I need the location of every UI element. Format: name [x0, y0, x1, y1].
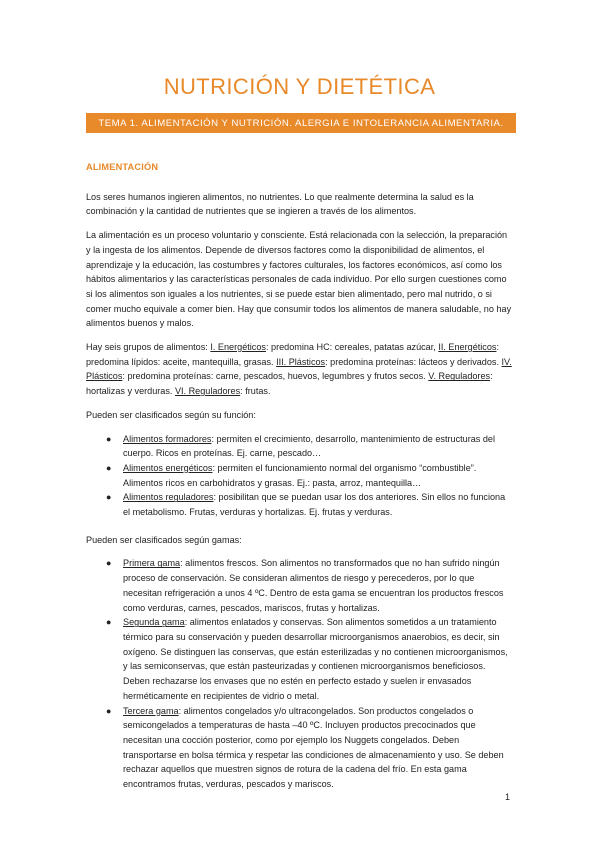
list-item-term: Tercera gama	[123, 705, 179, 716]
food-group-text: : frutas.	[240, 386, 271, 397]
food-group-label: V. Reguladores	[428, 371, 491, 382]
page-number: 1	[505, 792, 511, 802]
document-title: NUTRICIÓN Y DIETÉTICA	[163, 74, 436, 99]
food-group-text: : hortalizas y verduras.	[86, 371, 493, 397]
list-item-term: Primera gama	[123, 558, 181, 569]
list-item-text: : alimentos congelados y/o ultracongelados. Son productos congelados o semicongelados a temperaturas de hasta –40 ºC. Incluyen productos precocinados que necesitan una cocción posterior, como por ejemplo los Nuggets congelados. Deben transportarse en bolsa térmica y respetar las condiciones de almacenamiento y uso. Se deben rechazar aquellos que muestren signos de rotura de la cadena del frío. En esta gama encontramos frutas, verduras, pescados y mariscos.	[123, 705, 504, 790]
bullet-dot-icon: ●	[106, 617, 112, 628]
function-list	[86, 432, 514, 520]
food-group-text: : predomina HC: cereales, patatas azúcar,	[265, 342, 439, 353]
list-item	[86, 461, 514, 490]
bullet-dot-icon: ●	[106, 462, 112, 473]
food-group-text: : predomina proteínas: lácteos y derivados.	[325, 356, 502, 367]
food-group-text: : predomina lípidos: aceite, mantequilla, grasas.	[86, 342, 499, 367]
food-group-label: III. Plásticos	[276, 356, 326, 367]
function-classification-intro: Pueden ser clasificados según su función:	[86, 409, 256, 420]
food-group-label: II. Energéticos	[438, 342, 497, 353]
list-item	[86, 490, 514, 519]
bullet-dot-icon: ●	[106, 433, 112, 444]
range-list	[86, 556, 514, 791]
list-item-text: : posibilitan que se puedan usar los dos anteriores. Sin ellos no funciona el metabolismo. Frutas, verduras y hortalizas. Ej. frutas y verduras.	[123, 492, 506, 518]
food-groups-intro: Hay seis grupos de alimentos:	[86, 342, 211, 353]
food-group-label: I. Energéticos	[210, 342, 266, 353]
range-classification-intro: Pueden ser clasificados según gamas:	[86, 534, 242, 545]
paragraph-alimentacion: La alimentación es un proceso voluntario y consciente. Está relacionada con la selección, la preparación y la ingesta de los alimentos. Depende de diversos factores como la disponibilidad de alimentos, el aprendizaje y la educación, las costumbres y factores culturales, los factores económicos, así como los hábitos alimentarios y las características personales de cada individuo. Por ello surgen cuestiones como si los alimentos son iguales a los nutrientes, si se puede estar bien alimentado, pero mal nutrido, o si comer mucho equivale a comer bien. Hay que consumir todos los alimentos de manera saludable, no hay alimentos buenos y malos.	[86, 230, 512, 329]
list-item	[86, 556, 514, 615]
list-item	[86, 704, 514, 792]
list-item-text: : alimentos frescos. Son alimentos no transformados que no han sufrido ningún proceso de conservación. Se consideran alimentos de riesgo y perecederos, por lo que necesitan refrigeración a unos 4 ºC. Dentro de esta gama se encuentran los productos frescos como verduras, carnes, pescados, mariscos, frutas y hortalizas.	[123, 558, 504, 613]
list-item-text: : permiten el crecimiento, desarrollo, mantenimiento de estructuras del cuerpo. Ricos en proteínas. Ej. carne, pescado…	[123, 433, 496, 459]
food-group-label: IV. Plásticos	[86, 356, 512, 382]
food-group-text: : predomina proteínas: carne, pescados, huevos, legumbres y frutos secos.	[122, 371, 429, 382]
list-item	[86, 432, 514, 461]
topic-banner: TEMA 1. ALIMENTACIÓN Y NUTRICIÓN. ALERGIA E INTOLERANCIA ALIMENTARIA.	[86, 113, 516, 133]
list-item-term: Alimentos energéticos	[123, 462, 213, 473]
section-heading: ALIMENTACIÓN	[86, 162, 159, 172]
list-item-text: : alimentos enlatados y conservas. Son alimentos sometidos a un tratamiento térmico para su conservación y pueden desarrollar microorganismos anaerobios, es decir, sin oxígeno. Se distinguen las conservas, que están esterilizadas y no contienen microorganismos, y las semiconservas, que están pasteurizadas y contienen microorganismos beneficiosos. Deben rechazarse los envases que no estén en perfecto estado y suelen ir envasados herméticamente en recipientes de vidrio o metal.	[123, 617, 508, 701]
list-item-term: Segunda gama	[123, 617, 185, 628]
list-item-term: Alimentos formadores	[123, 433, 212, 444]
paragraph-food-groups	[86, 340, 514, 399]
list-item	[86, 615, 514, 703]
list-item-term: Alimentos reguladores	[123, 492, 214, 503]
bullet-dot-icon: ●	[106, 492, 112, 503]
paragraph-intro: Los seres humanos ingieren alimentos, no nutrientes. Lo que realmente determina la salud es la combinación y la cantidad de nutrientes que se ingieren a través de los alimentos.	[86, 191, 474, 217]
list-item-text: : permiten el funcionamiento normal del organismo “combustible”. Alimentos ricos en carbohidratos y grasas. Ej.: pasta, arroz, mantequilla…	[123, 462, 477, 488]
bullet-dot-icon: ●	[106, 705, 112, 716]
food-group-label: VI. Reguladores	[174, 386, 241, 397]
document-body	[86, 160, 514, 805]
bullet-dot-icon: ●	[106, 558, 112, 569]
